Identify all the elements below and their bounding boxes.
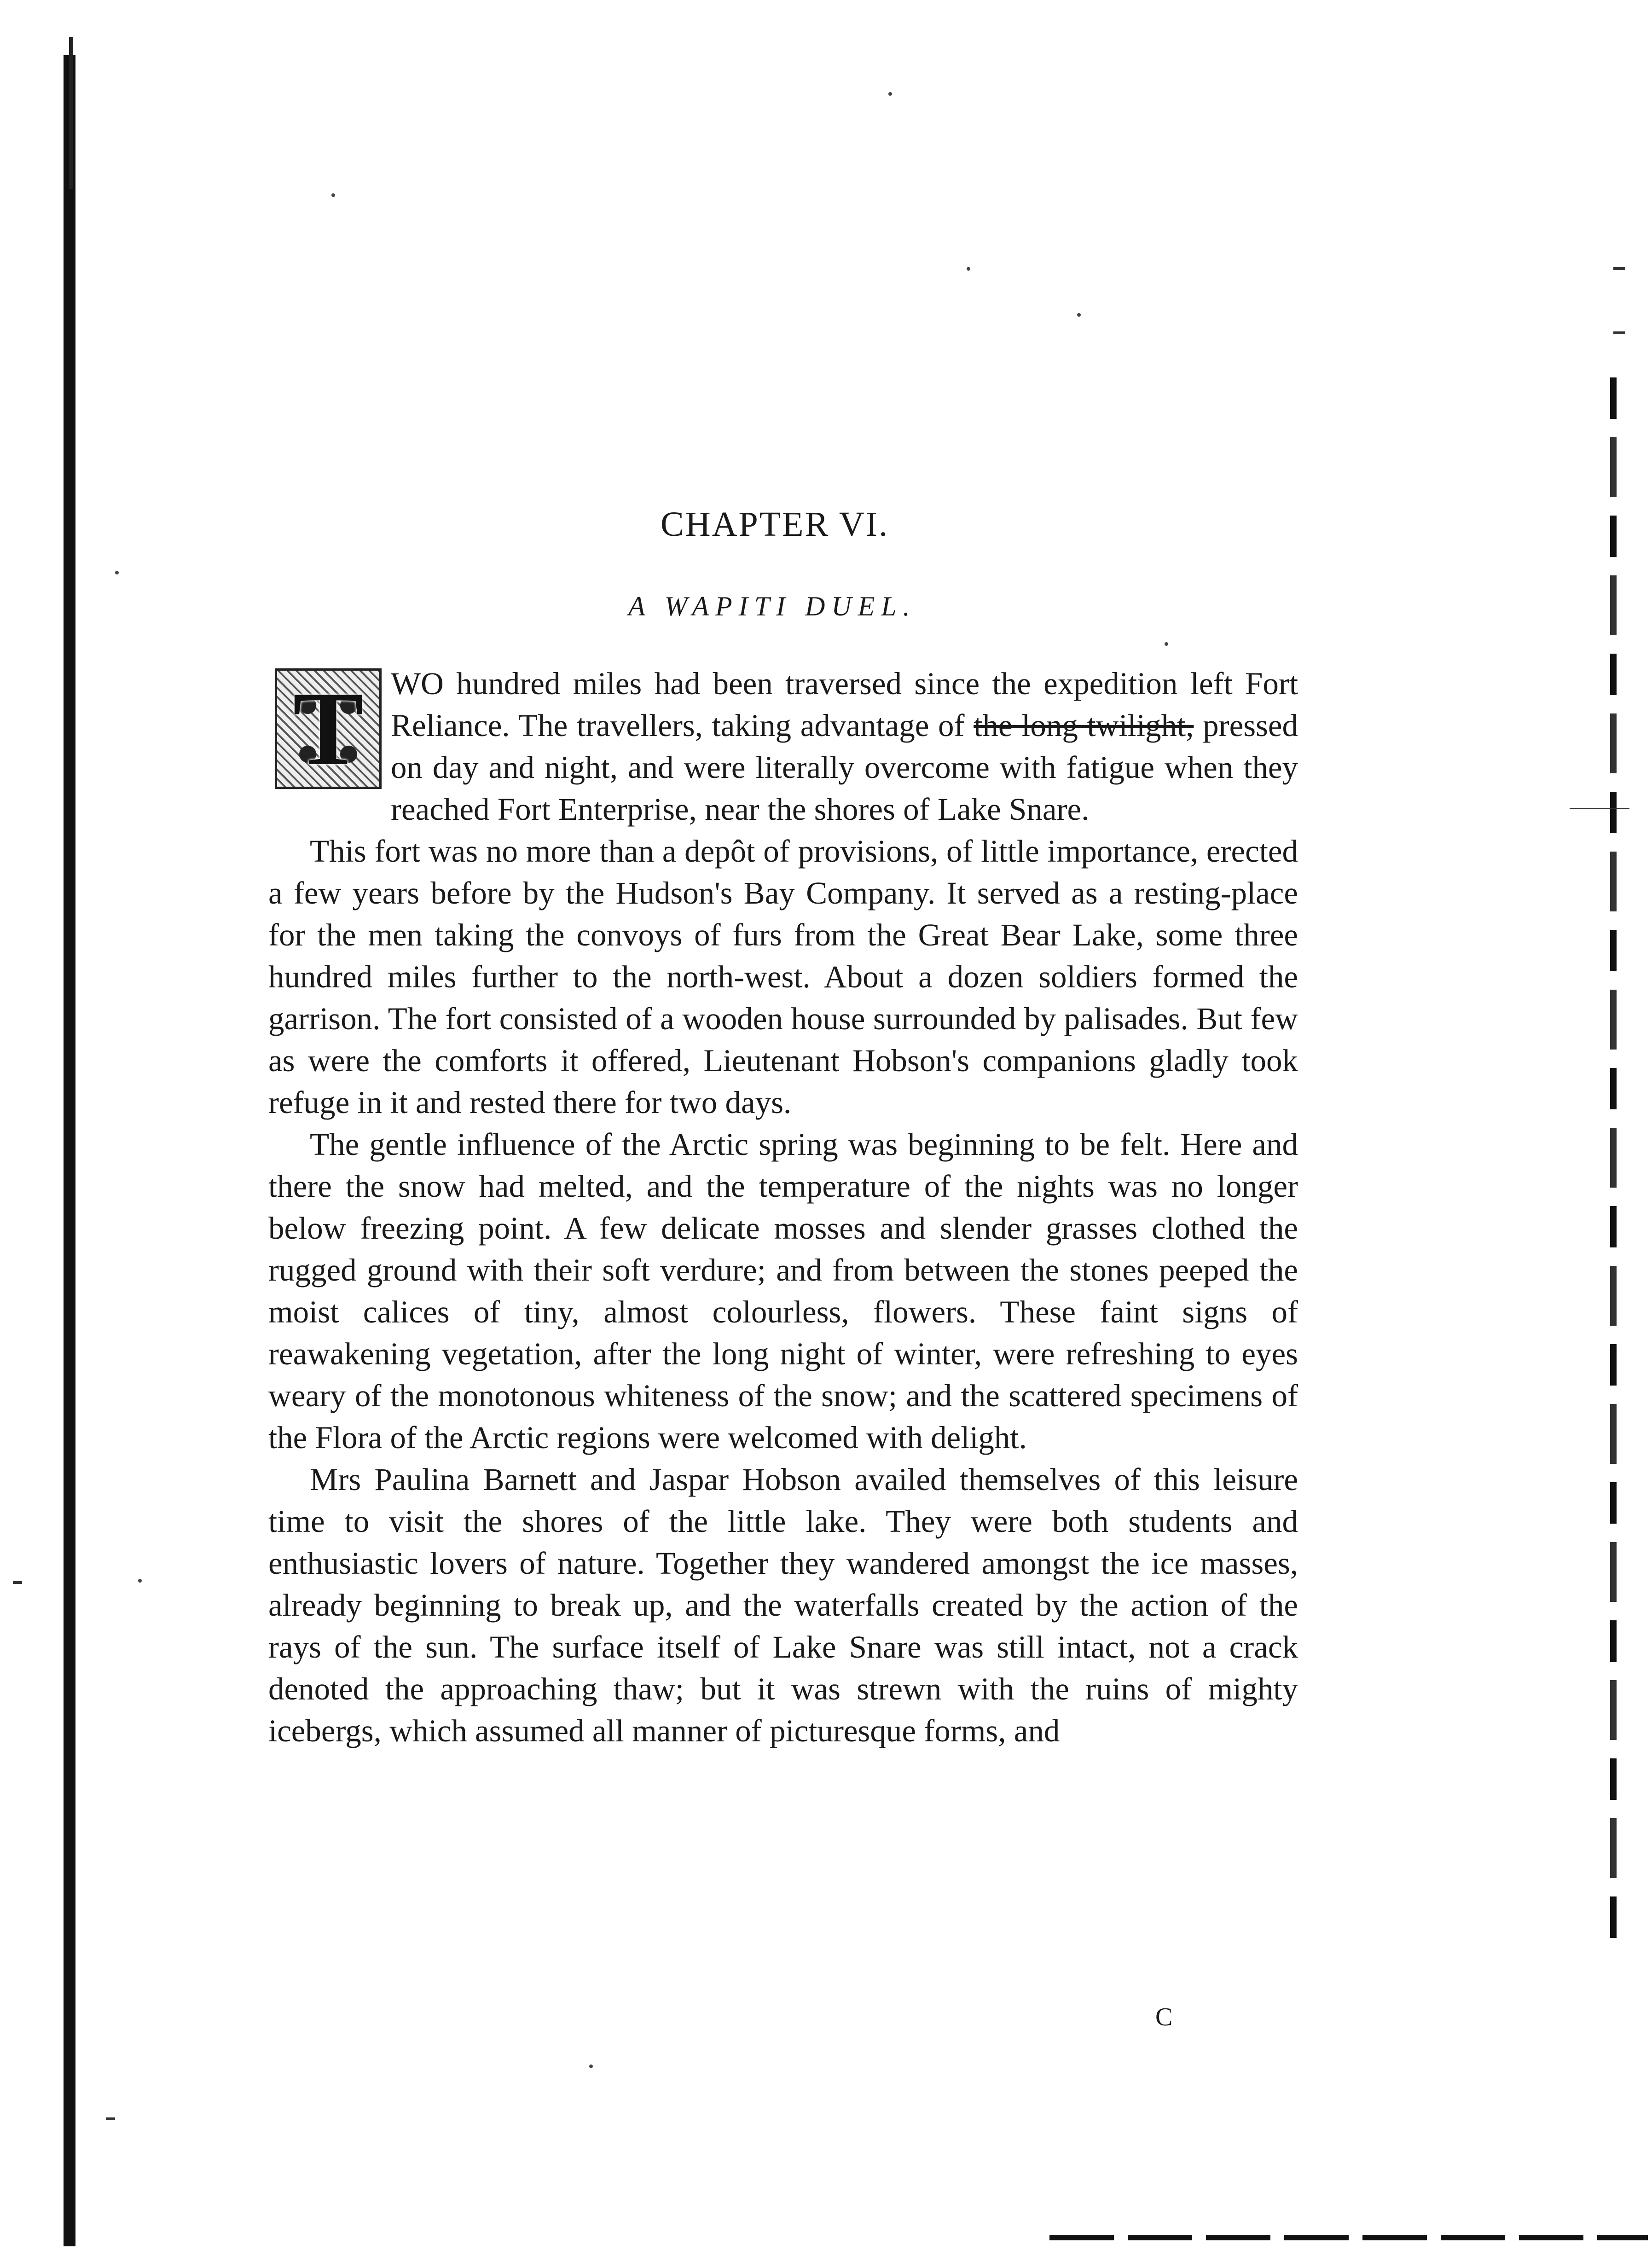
dropcap-ornament (275, 668, 382, 789)
scan-speck (331, 193, 335, 197)
scan-edge-left-top (69, 37, 73, 189)
paragraph-1-text-end: pressed on day and night, and were literally overcome with fatigue when they reached Fort Enterprise, near the shores of Lake Snare. (391, 708, 1298, 827)
scan-edge-right (1610, 377, 1617, 1943)
scan-mark (1613, 331, 1625, 334)
paragraph-4: Mrs Paulina Barnett and Jaspar Hobson availed themselves of this leisure time to visit the shores of the little lake. They were both students and enthusiastic lovers of nature. Together they wandered amongst the ice masses, already beginning to break up, and the waterfalls created by the action of the rays of the sun. The surface itself of Lake Snare was still intact, not a crack denoted the approaching thaw; but it was strewn with the ruins of mighty icebergs, which assumed all manner of picturesque forms, and (268, 1462, 1298, 1748)
scan-speck (115, 571, 119, 574)
scan-speck (1165, 642, 1168, 646)
dropcap-letter: T (293, 670, 364, 787)
scan-speck (138, 1579, 142, 1583)
chapter-subtitle: A WAPITI DUEL. (628, 591, 916, 621)
scan-speck (888, 92, 892, 96)
scan-mark (13, 1581, 22, 1584)
paragraph-3: The gentle influence of the Arctic spring was beginning to be felt. Here and there the snow had melted, and the temperature of the nights was no longer below freezing point. A few delicate mosses and slender grasses clothed the rugged ground with their soft verdure; and from between the stones peeped the moist calices of tiny, almost colourless, flowers. These faint signs of reawakening vegetation, after the long night of winter, were refreshing to eyes weary of the monotonous whiteness of the snow; and the scattered specimens of the Flora of the Arctic regions were welcomed with delight. (268, 1127, 1298, 1455)
scan-mark (1570, 808, 1629, 809)
scan-edge-left (64, 55, 75, 2246)
scan-speck (1077, 313, 1081, 317)
chapter-body (268, 663, 1298, 1752)
scan-speck (967, 267, 970, 271)
scan-mark (106, 2117, 115, 2120)
chapter-title: CHAPTER VI. (661, 505, 889, 544)
scan-mark (1613, 267, 1625, 270)
scan-speck (589, 2065, 593, 2068)
paragraph-1-text: WO hundred miles had been traversed since the expedition left Fort Reliance. The travellers, taking advantage of (391, 666, 1298, 743)
paragraph-1-struck-text: the long twilight, (974, 708, 1194, 743)
signature-mark: C (1155, 2003, 1173, 2031)
paragraph-1 (268, 663, 1298, 830)
paragraph-2: This fort was no more than a depôt of provisions, of little importance, erected a few years before by the Hudson's Bay Company. It served as a resting-place for the men taking the convoys of furs from the Great Bear Lake, some three hundred miles further to the north-west. About a dozen soldiers formed the garrison. The fort consisted of a wooden house surrounded by palisades. But few as were the comforts it offered, Lieutenant Hobson's companions gladly took refuge in it and rested there for two days. (268, 834, 1298, 1120)
scan-edge-bottom (1049, 2235, 1648, 2240)
